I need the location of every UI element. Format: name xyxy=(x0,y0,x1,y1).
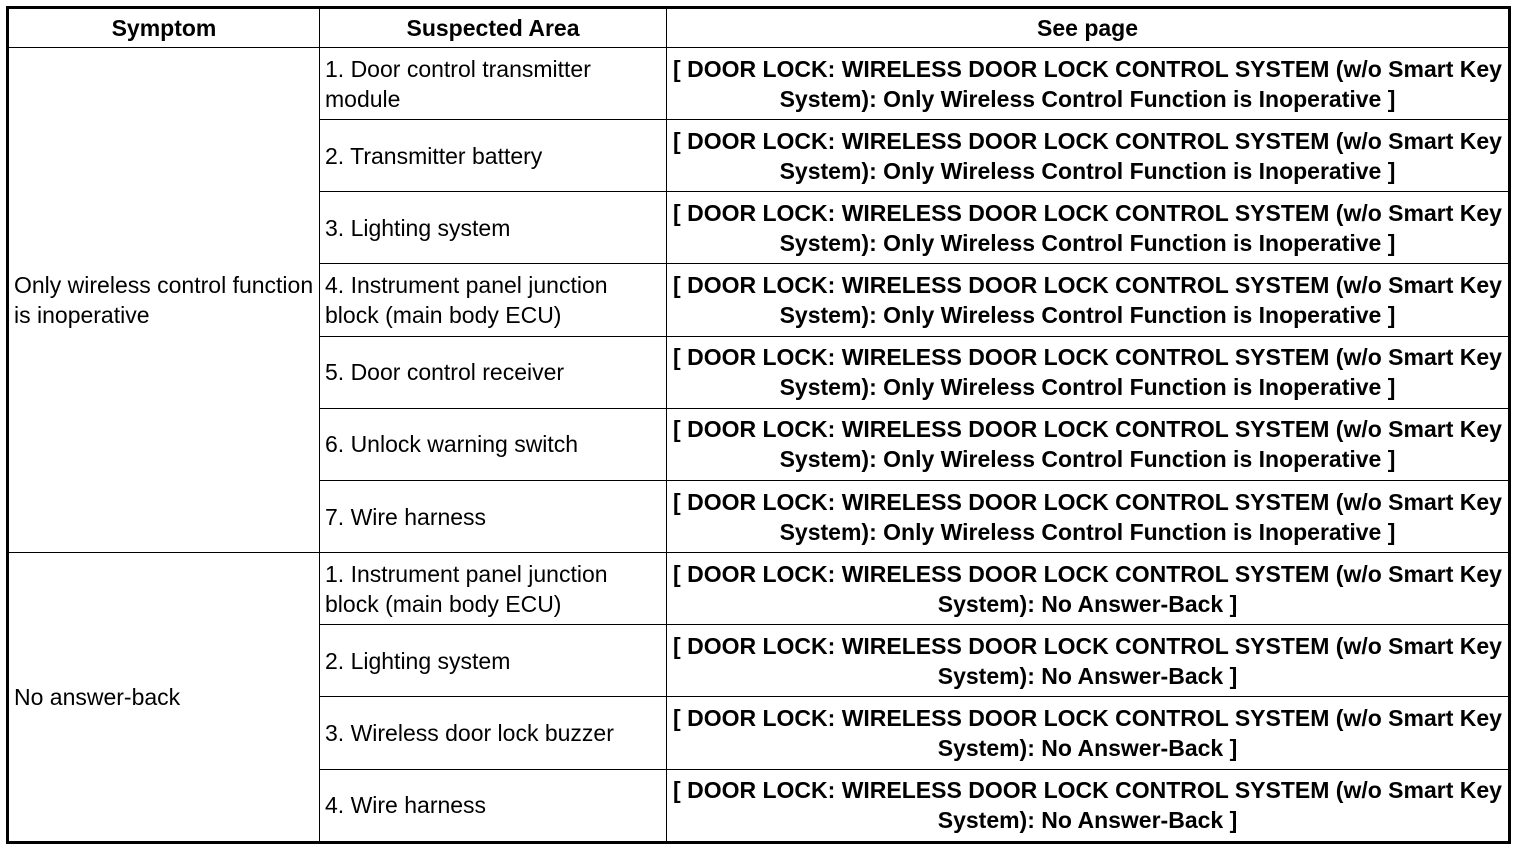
header-symptom: Symptom xyxy=(8,8,320,48)
suspected-area-cell: 1. Instrument panel junction block (main body ECU) xyxy=(320,553,667,625)
suspected-area-cell: 1. Door control transmitter module xyxy=(320,48,667,120)
table-header xyxy=(8,8,1510,48)
see-page-link[interactable]: [ DOOR LOCK: WIRELESS DOOR LOCK CONTROL SYSTEM (w/o Smart Key System): No Answer-Back ] xyxy=(667,769,1510,842)
see-page-link[interactable]: [ DOOR LOCK: WIRELESS DOOR LOCK CONTROL SYSTEM (w/o Smart Key System): No Answer-Back ] xyxy=(667,625,1510,697)
suspected-area-cell: 2. Transmitter battery xyxy=(320,120,667,192)
see-page-link[interactable]: [ DOOR LOCK: WIRELESS DOOR LOCK CONTROL SYSTEM (w/o Smart Key System): No Answer-Back ] xyxy=(667,697,1510,769)
table-body xyxy=(8,48,1510,843)
suspected-area-cell: 5. Door control receiver xyxy=(320,336,667,408)
table-row xyxy=(8,553,1510,625)
symptom-cell: No answer-back xyxy=(8,553,320,843)
table-row xyxy=(8,48,1510,120)
see-page-link[interactable]: [ DOOR LOCK: WIRELESS DOOR LOCK CONTROL SYSTEM (w/o Smart Key System): Only Wireless Control Function is Inoperative ] xyxy=(667,264,1510,336)
see-page-link[interactable]: [ DOOR LOCK: WIRELESS DOOR LOCK CONTROL SYSTEM (w/o Smart Key System): Only Wireless Control Function is Inoperative ] xyxy=(667,336,1510,408)
suspected-area-cell: 2. Lighting system xyxy=(320,625,667,697)
suspected-area-cell: 7. Wire harness xyxy=(320,480,667,552)
suspected-area-cell: 3. Wireless door lock buzzer xyxy=(320,697,667,769)
see-page-link[interactable]: [ DOOR LOCK: WIRELESS DOOR LOCK CONTROL SYSTEM (w/o Smart Key System): Only Wireless Control Function is Inoperative ] xyxy=(667,120,1510,192)
suspected-area-cell: 3. Lighting system xyxy=(320,192,667,264)
see-page-link[interactable]: [ DOOR LOCK: WIRELESS DOOR LOCK CONTROL SYSTEM (w/o Smart Key System): No Answer-Back ] xyxy=(667,553,1510,625)
see-page-link[interactable]: [ DOOR LOCK: WIRELESS DOOR LOCK CONTROL SYSTEM (w/o Smart Key System): Only Wireless Control Function is Inoperative ] xyxy=(667,480,1510,552)
suspected-area-cell: 4. Wire harness xyxy=(320,769,667,842)
see-page-link[interactable]: [ DOOR LOCK: WIRELESS DOOR LOCK CONTROL SYSTEM (w/o Smart Key System): Only Wireless Control Function is Inoperative ] xyxy=(667,48,1510,120)
problem-symptoms-table xyxy=(6,6,1511,844)
symptom-cell: Only wireless control function is inoperative xyxy=(8,48,320,553)
suspected-area-cell: 4. Instrument panel junction block (main body ECU) xyxy=(320,264,667,336)
suspected-area-cell: 6. Unlock warning switch xyxy=(320,408,667,480)
see-page-link[interactable]: [ DOOR LOCK: WIRELESS DOOR LOCK CONTROL SYSTEM (w/o Smart Key System): Only Wireless Control Function is Inoperative ] xyxy=(667,192,1510,264)
header-see-page: See page xyxy=(667,8,1510,48)
header-row xyxy=(8,8,1510,48)
header-suspected-area: Suspected Area xyxy=(320,8,667,48)
see-page-link[interactable]: [ DOOR LOCK: WIRELESS DOOR LOCK CONTROL SYSTEM (w/o Smart Key System): Only Wireless Control Function is Inoperative ] xyxy=(667,408,1510,480)
